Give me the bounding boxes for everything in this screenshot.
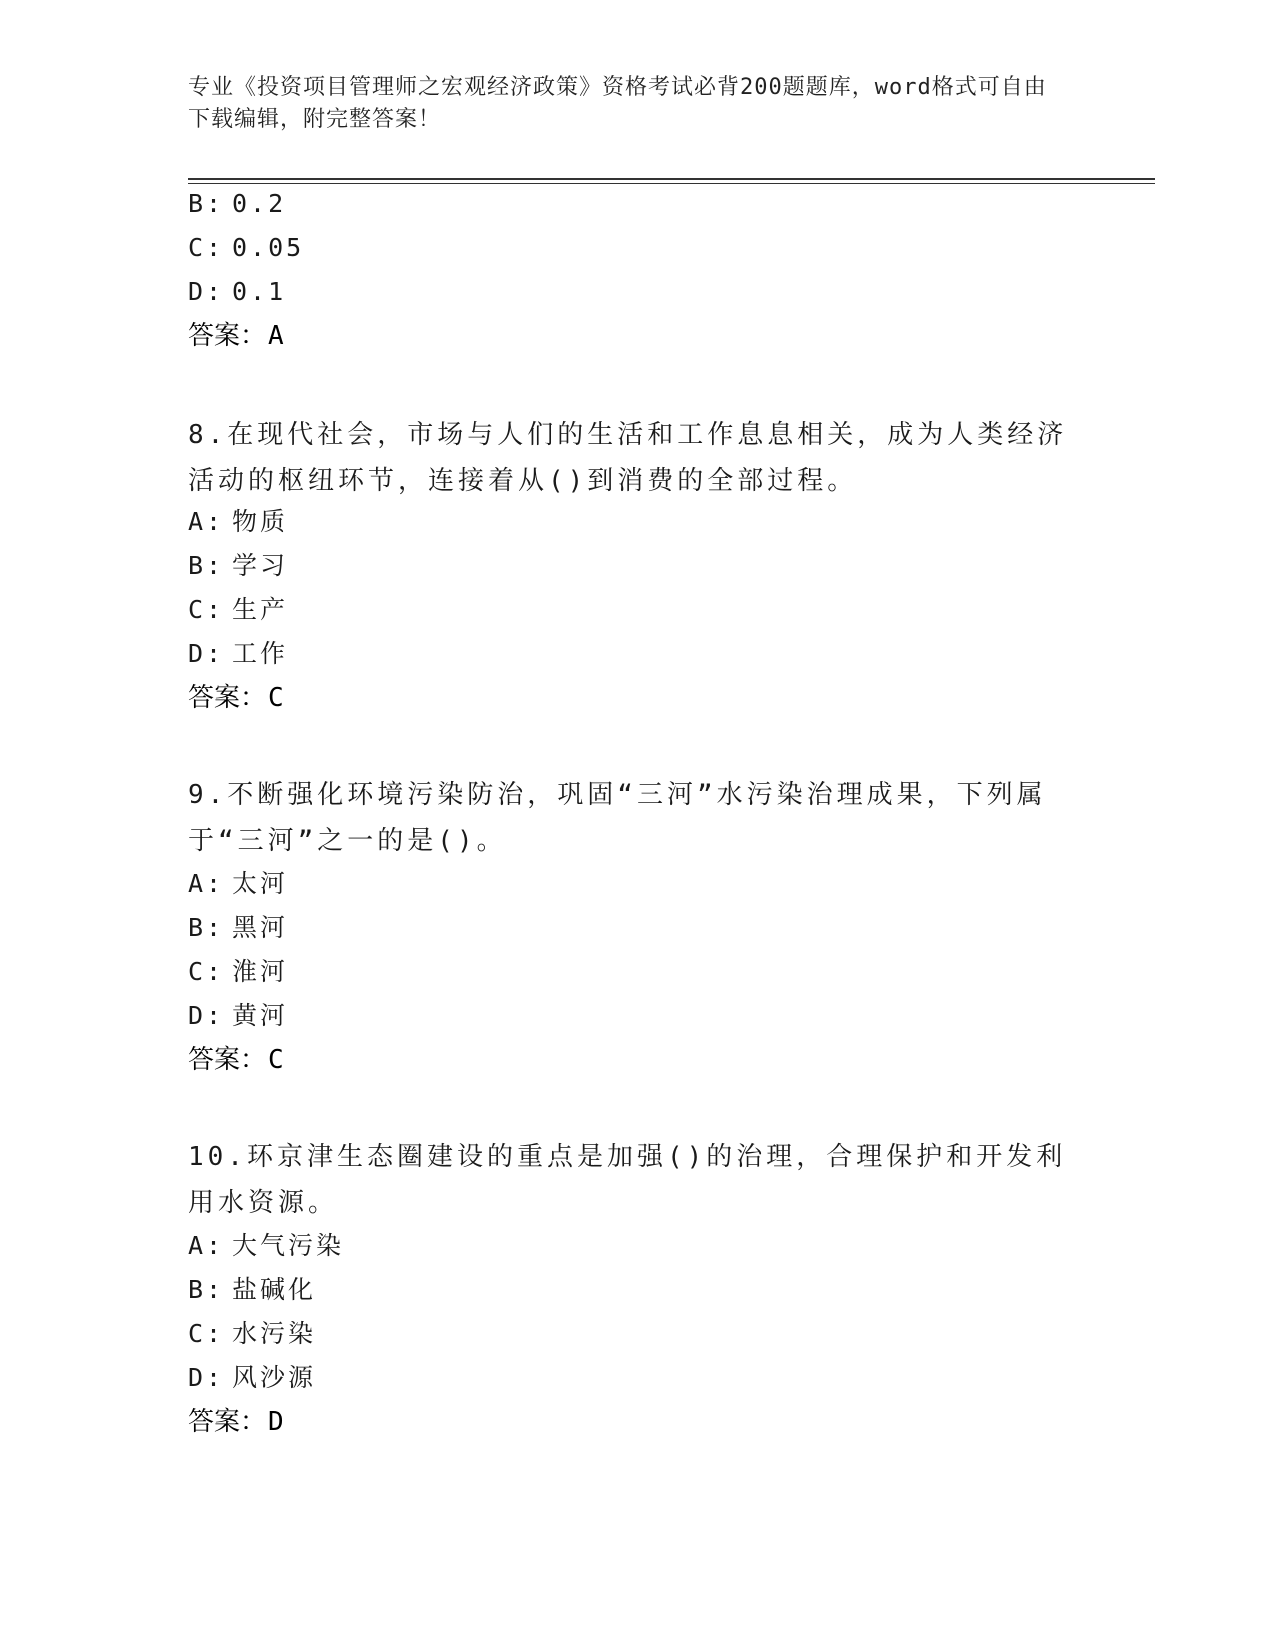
option-row	[188, 276, 286, 308]
option-key: C:	[188, 957, 225, 986]
option-row	[188, 188, 286, 220]
document-header: 专业《投资项目管理师之宏观经济政策》资格考试必背200题题库，word格式可自由下载编辑，附完整答案！	[188, 75, 1047, 132]
option-text: 淮河	[232, 957, 289, 986]
option-key: B:	[188, 1275, 225, 1304]
option-row	[188, 232, 304, 264]
question-9-text: 9.不断强化环境污染防治，巩固“三河”水污染治理成果，下列属于“三河”之一的是()。	[188, 780, 1047, 856]
option-text: 物质	[232, 507, 289, 536]
option-text: 0.1	[232, 277, 287, 306]
option-text: 0.2	[232, 189, 287, 218]
option-row	[188, 1362, 316, 1394]
option-row	[188, 594, 288, 626]
option-row	[188, 550, 288, 582]
option-key: A:	[188, 1231, 225, 1260]
option-row	[188, 506, 288, 538]
option-text: 大气污染	[232, 1231, 345, 1260]
header-rule-thick	[188, 178, 1155, 180]
option-key: D:	[188, 1001, 225, 1030]
option-key: B:	[188, 913, 225, 942]
option-key: C:	[188, 233, 225, 262]
option-row	[188, 956, 288, 988]
option-key: C:	[188, 595, 225, 624]
option-text: 盐碱化	[232, 1275, 317, 1304]
option-row	[188, 1274, 316, 1306]
option-text: 0.05	[232, 233, 305, 262]
option-key: A:	[188, 507, 225, 536]
answer-line	[188, 1044, 284, 1076]
option-row	[188, 638, 288, 670]
option-text: 学习	[232, 551, 289, 580]
option-key: B:	[188, 551, 225, 580]
option-text: 太河	[232, 869, 289, 898]
answer-value: A	[268, 321, 284, 351]
option-row	[188, 1318, 316, 1350]
answer-label: 答案：	[188, 683, 267, 713]
option-text: 黄河	[232, 1001, 289, 1030]
option-key: B:	[188, 189, 225, 218]
option-row	[188, 1000, 288, 1032]
option-text: 工作	[232, 639, 289, 668]
option-text: 水污染	[232, 1319, 317, 1348]
option-row	[188, 912, 288, 944]
option-text: 黑河	[232, 913, 289, 942]
answer-value: C	[268, 683, 284, 713]
question-8-text: 8.在现代社会，市场与人们的生活和工作息息相关，成为人类经济活动的枢纽环节，连接着从()到消费的全部过程。	[188, 420, 1068, 496]
option-text: 风沙源	[232, 1363, 317, 1392]
option-key: D:	[188, 1363, 225, 1392]
answer-line	[188, 1406, 284, 1438]
option-key: D:	[188, 277, 225, 306]
question-10-text: 10.环京津生态圈建设的重点是加强()的治理，合理保护和开发利用水资源。	[188, 1142, 1067, 1218]
option-key: D:	[188, 639, 225, 668]
answer-label: 答案：	[188, 1045, 267, 1075]
option-key: C:	[188, 1319, 225, 1348]
header-rule-thin	[188, 183, 1155, 184]
option-row	[188, 1230, 344, 1262]
answer-label: 答案：	[188, 1407, 267, 1437]
option-key: A:	[188, 869, 225, 898]
answer-line	[188, 682, 284, 714]
option-row	[188, 868, 288, 900]
answer-label: 答案：	[188, 321, 267, 351]
answer-value: D	[268, 1407, 284, 1437]
answer-value: C	[268, 1045, 284, 1075]
option-text: 生产	[232, 595, 289, 624]
answer-line	[188, 320, 284, 352]
